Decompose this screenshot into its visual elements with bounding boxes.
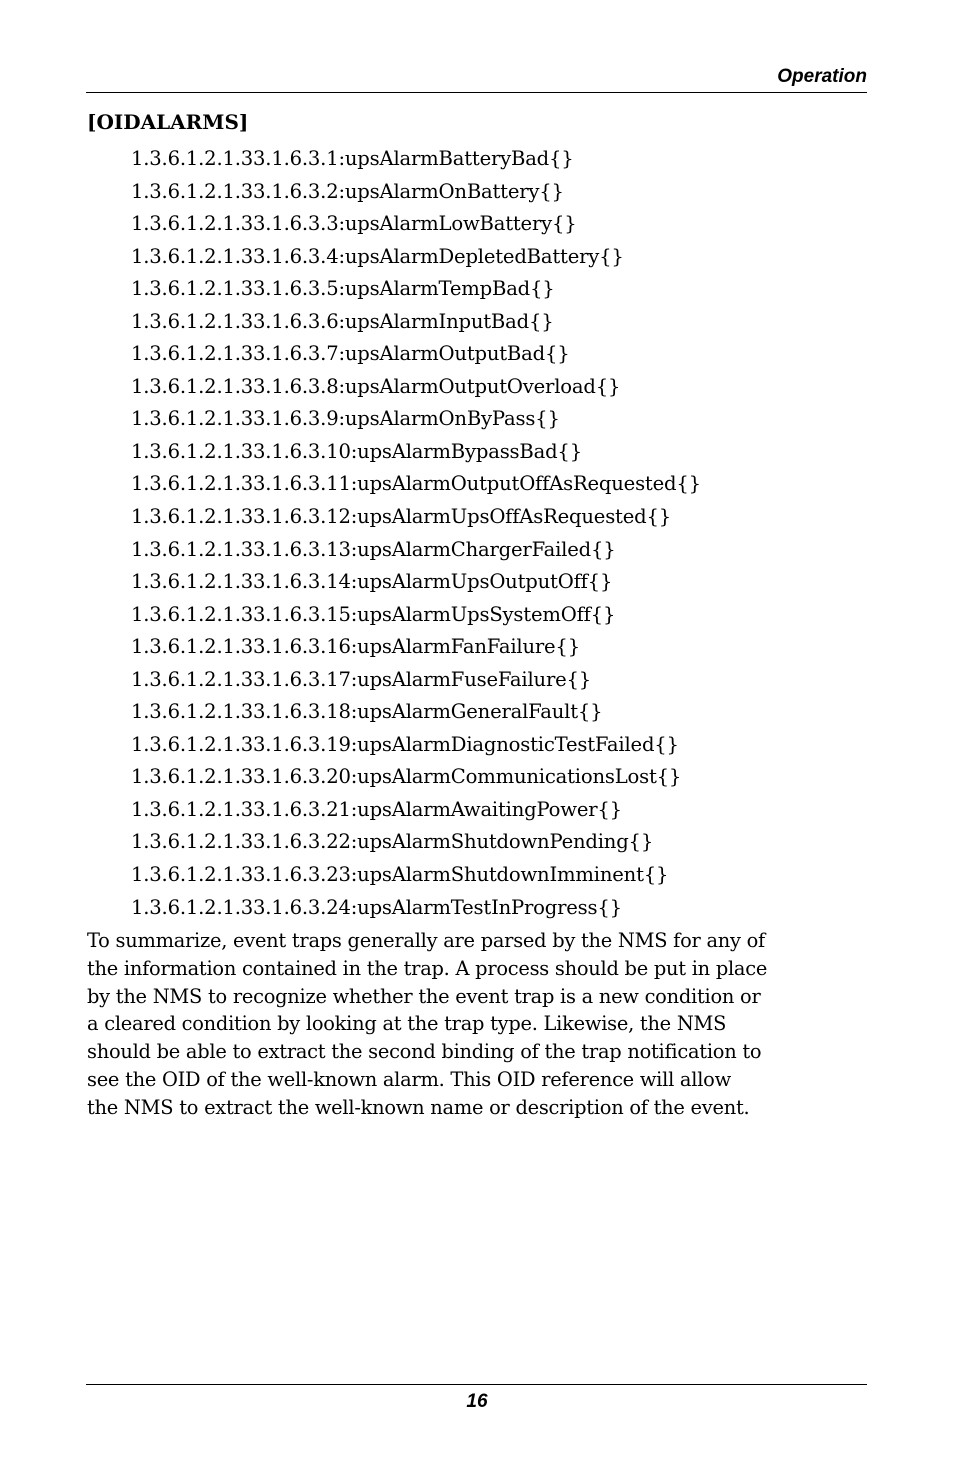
oid-list-item: 1.3.6.1.2.1.33.1.6.3.12:upsAlarmUpsOffAsRequested{}	[131, 505, 671, 529]
oid-list-item: 1.3.6.1.2.1.33.1.6.3.19:upsAlarmDiagnosticTestFailed{}	[131, 732, 679, 756]
section-heading: [OIDALARMS]	[87, 110, 249, 134]
footer-rule	[86, 1384, 867, 1385]
oid-list-item: 1.3.6.1.2.1.33.1.6.3.14:upsAlarmUpsOutputOff{}	[131, 570, 613, 594]
oid-list-item: 1.3.6.1.2.1.33.1.6.3.13:upsAlarmChargerFailed{}	[131, 537, 616, 561]
summary-line: by the NMS to recognize whether the event trap is a new condition or	[87, 984, 761, 1008]
oid-list-item: 1.3.6.1.2.1.33.1.6.3.21:upsAlarmAwaitingPower{}	[131, 797, 622, 821]
oid-list-item: 1.3.6.1.2.1.33.1.6.3.20:upsAlarmCommunicationsLost{}	[131, 765, 682, 789]
oid-list-item: 1.3.6.1.2.1.33.1.6.3.4:upsAlarmDepletedBattery{}	[131, 244, 624, 268]
oid-list-item: 1.3.6.1.2.1.33.1.6.3.24:upsAlarmTestInProgress{}	[131, 895, 622, 919]
oid-list-item: 1.3.6.1.2.1.33.1.6.3.15:upsAlarmUpsSystemOff{}	[131, 602, 616, 626]
oid-list-item: 1.3.6.1.2.1.33.1.6.3.23:upsAlarmShutdownImminent{}	[131, 863, 669, 887]
oid-list-item: 1.3.6.1.2.1.33.1.6.3.16:upsAlarmFanFailure{}	[131, 635, 580, 659]
oid-list-item: 1.3.6.1.2.1.33.1.6.3.22:upsAlarmShutdownPending{}	[131, 830, 654, 854]
running-header: Operation	[777, 66, 867, 87]
summary-line: should be able to extract the second binding of the trap notification to	[87, 1040, 762, 1064]
oid-list-item: 1.3.6.1.2.1.33.1.6.3.8:upsAlarmOutputOverload{}	[131, 374, 621, 398]
header-rule	[86, 92, 867, 93]
oid-list-item: 1.3.6.1.2.1.33.1.6.3.7:upsAlarmOutputBad{}	[131, 342, 570, 366]
summary-line: To summarize, event traps generally are parsed by the NMS for any of	[87, 929, 765, 952]
oid-list-item: 1.3.6.1.2.1.33.1.6.3.6:upsAlarmInputBad{}	[131, 309, 554, 333]
oid-alarm-list	[131, 145, 701, 926]
oid-list-item: 1.3.6.1.2.1.33.1.6.3.5:upsAlarmTempBad{}	[131, 277, 555, 301]
oid-list-item: 1.3.6.1.2.1.33.1.6.3.9:upsAlarmOnByPass{}	[131, 407, 560, 431]
oid-list-item: 1.3.6.1.2.1.33.1.6.3.11:upsAlarmOutputOffAsRequested{}	[131, 472, 701, 496]
oid-list-item: 1.3.6.1.2.1.33.1.6.3.10:upsAlarmBypassBad{}	[131, 439, 582, 463]
oid-list-item: 1.3.6.1.2.1.33.1.6.3.17:upsAlarmFuseFailure{}	[131, 667, 592, 691]
oid-list-item: 1.3.6.1.2.1.33.1.6.3.1:upsAlarmBatteryBad{}	[131, 147, 574, 170]
summary-line: see the OID of the well-known alarm. This OID reference will allow	[87, 1067, 731, 1091]
summary-paragraph	[87, 927, 877, 1122]
summary-line: the information contained in the trap. A process should be put in place	[87, 956, 768, 980]
oid-list-item: 1.3.6.1.2.1.33.1.6.3.2:upsAlarmOnBattery{}	[131, 179, 564, 203]
summary-line: the NMS to extract the well-known name or description of the event.	[87, 1095, 750, 1119]
oid-list-item: 1.3.6.1.2.1.33.1.6.3.18:upsAlarmGeneralFault{}	[131, 700, 603, 724]
oid-list-item: 1.3.6.1.2.1.33.1.6.3.3:upsAlarmLowBattery{}	[131, 212, 577, 236]
page-number: 16	[466, 1391, 488, 1412]
summary-line: a cleared condition by looking at the trap type. Likewise, the NMS	[87, 1012, 727, 1036]
